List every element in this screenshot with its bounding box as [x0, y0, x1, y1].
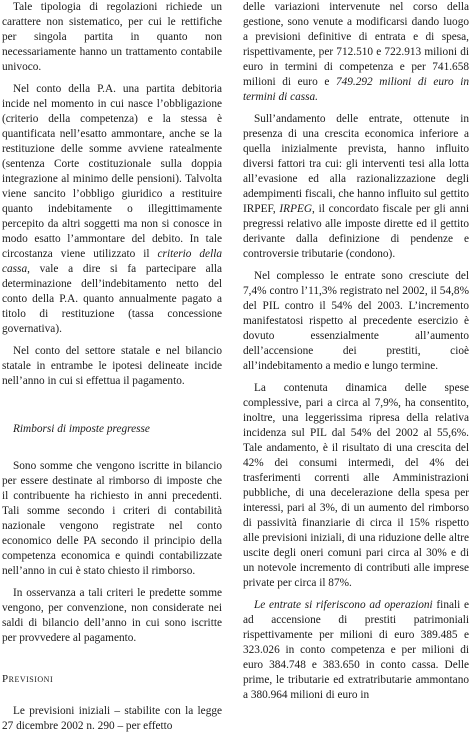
paragraph-previsioni: Le previsioni iniziali – stabilite con la legge 27 dicembre 2002 n. 290 – per effetto [2, 705, 222, 732]
paragraph-rimborsi: Sono somme che vengono iscritte in bilancio per essere destinate al rimborso di imposte che il contribuente ha richiesto in anni precedenti. Tali somme secondo i criteri di contabilità nazionale vengono registrate nel conto economico delle PA secondo il principio della competenza economica e quindi contabilizzate nell’anno in cui è stato chiesto il rimborso. [2, 460, 222, 577]
left-column [2, 0, 222, 734]
paragraph-variazioni-part1: delle variazioni intervenute nel corso della gestione, sono venute a modificarsi dando luogo a previsioni definitive di entrata e di spesa, rispettivamente, per 712.510 e 722.913 milioni di euro in termini di competenza e per 741.658 milioni di euro e [243, 1, 469, 88]
right-column [243, 0, 469, 703]
paragraph-conto-pa [2, 82, 222, 337]
criterio-cassa-italic: criterio della cassa [2, 248, 222, 275]
cassa-italic: 749.292 milioni di euro in termini di cassa. [243, 76, 470, 103]
paragraph-operazioni-part1: finali e ad accensione di prestiti patrimoniali rispettivamente per milioni di euro 389.485 e 323.026 in conto competenza e per milioni di euro 384.748 e 383.650 in conto cassa. Delle prime, le tributarie ed extratributarie ammontano a 380.964 milioni di euro in [243, 599, 469, 701]
paragraph-andamento-part1: Sull’andamento delle entrate, ottenute in presenza di una crescita economica inferiore a quella inizialmente prevista, hanno influito diversi fattori tra cui: gli interventi tesi alla lotta all’evasione ed alla razionalizzazione degli adempimenti fiscali, che hanno influito sul gettito IRPEF, [243, 113, 469, 215]
paragraph-entrate-cresciute: Nel complesso le entrate sono cresciute del 7,4% contro l’11,3% registrato nel 2002, il 54,8% del PIL contro il 54% del 2003. L’incremento manifestatosi rispetto al precedente esercizio è dovuto essenzialmente all’aumento dell’accensione dei prestiti, cioè all’indebitamento a medio e lungo termine. [243, 270, 469, 372]
paragraph-andamento-part2: , il concordato fiscale per gli anni pregressi relativo alle imposte dirette ed il gettito derivante dalla definizione di pendenze e controversie tributarie (condono). [243, 203, 469, 260]
paragraph-osservanza: In osservanza a tali criteri le predette somme vengono, per convenzione, non considerate nei saldi di bilancio dell’anno in cui sono iscritte per provvedere al pagamento. [2, 587, 222, 644]
entrate-riferiscono-italic: Le entrate si riferiscono ad operazioni [254, 599, 433, 611]
paragraph-spese: La contenuta dinamica delle spese complessive, pari a circa al 7,9%, ha consentito, inoltre, una leggerissima ripresa della relativa incidenza sul PIL dal 54% del 2002 al 55,6%. Tale andamento, è il risultato di una crescita del 42% dei consumi intermedi, del 4% dei trasferimenti correnti alle Amministrazioni pubbliche, di una decelerazione della spesa per interessi, pari al 3%, di un aumento del rimborso di passività finanziarie di circa il 15% rispetto alle previsioni iniziali, di una riduzione delle altre uscite degli oneri comuni pari circa al 30% e di un notevole incremento di contributi alle imprese private per circa il 87%. [243, 382, 469, 589]
paragraph-settore-statale: Nel conto del settore statale e nel bilancio statale in entrambe le ipotesi delineate incide nell’anno in cui si effettua il pagamento. [2, 345, 222, 387]
paragraph-andamento-entrate [243, 112, 469, 262]
irpeg-italic: IRPEG [279, 203, 313, 215]
heading-rimborsi: Rimborsi di imposte pregresse [13, 423, 150, 435]
heading-previsioni: Previsioni [2, 673, 54, 685]
paragraph-conto-pa-part1: Nel conto della P.A. una partita debitoria incide nel momento in cui nasce l’obbligazione (criterio della competenza) e la stessa è quantificata nell’esatto ammontare, anche se la restituzione delle somme avviene ratealmente (sentenza Corte costituzionale sulla doppia integrazione al minimo delle pensioni). Talvolta viene sancito l’obbligo giuridico a restituire quanto indebitamente o illegittimamente percepito da altri soggetti ma non si conosce in modo esatto l’ammontare del debito. In tale circostanza viene utilizzato il [2, 83, 222, 260]
paragraph-operazioni-finali [243, 598, 469, 703]
paragraph-regolazioni: Tale tipologia di regolazioni richiede un carattere non sistematico, per cui le rettifiche per singola partita in quanto non necessariamente hanno un trattamento contabile univoco. [2, 1, 222, 73]
paragraph-conto-pa-part2: , vale a dire si fa partecipare alla determinazione dell’indebitamento netto del conto della P.A. quanto annualmente pagato a titolo di restituzione (tassa concessione governativa). [2, 263, 222, 335]
paragraph-variazioni [243, 0, 469, 105]
